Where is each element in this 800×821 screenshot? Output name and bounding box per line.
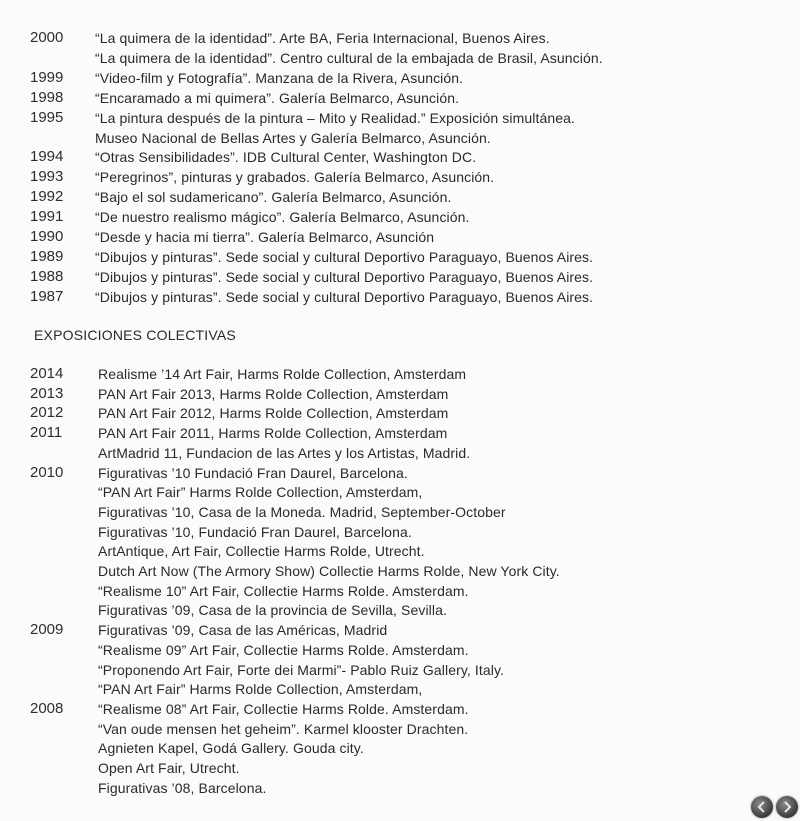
exhibition-year: 1994 [30,148,64,166]
exhibition-entry: “Dibujos y pinturas”. Sede social y cultural Deportivo Paraguayo, Buenos Aires. [95,268,594,285]
exhibition-entry: PAN Art Fair 2013, Harms Rolde Collection, Amsterdam [98,385,449,402]
exhibition-entry: Realisme ’14 Art Fair, Harms Rolde Collection, Amsterdam [98,366,467,382]
exhibition-entry: “Dibujos y pinturas”. Sede social y cultural Deportivo Paraguayo, Buenos Aires. [95,288,594,305]
exhibition-year: 2009 [30,621,64,639]
exhibition-year: 1992 [30,188,64,206]
exhibition-year: 2000 [30,29,64,46]
exhibition-entry: Figurativas ’10, Casa de la Moneda. Madrid, September-October [98,503,506,520]
exhibition-entry: “Encaramado a mi quimera”. Galería Belmarco, Asunción. [95,89,460,106]
exhibition-entry: PAN Art Fair 2011, Harms Rolde Collection, Amsterdam [98,425,448,442]
exhibition-year: 1988 [30,267,64,285]
prev-page-button[interactable] [751,796,773,818]
exhibition-entry: “Realisme 08” Art Fair, Collectie Harms Rolde. Amsterdam. [98,700,469,717]
exhibition-year: 2012 [30,404,64,422]
exhibition-entry: “Bajo el sol sudamericano”. Galería Belmarco, Asunción. [95,189,452,206]
exhibition-year: 2011 [30,424,63,442]
exhibition-entry: “PAN Art Fair” Harms Rolde Collection, Amsterdam, [98,484,423,501]
exhibition-entry: PAN Art Fair 2012, Harms Rolde Collection, Amsterdam [98,405,449,422]
exhibition-entry: Figurativas ’10 Fundació Fran Daurel, Barcelona. [98,464,408,481]
exhibition-year: 1989 [30,247,64,265]
exhibition-entry: “Peregrinos”, pinturas y grabados. Galería Belmarco, Asunción. [95,169,495,186]
exhibition-year: 2014 [30,365,64,382]
exhibition-entry: “De nuestro realismo mágico”. Galería Belmarco, Asunción. [95,209,470,226]
exhibition-year: 1993 [30,168,64,186]
exhibition-entry: “Dibujos y pinturas”. Sede social y cultural Deportivo Paraguayo, Buenos Aires. [95,248,594,265]
exhibition-entry: “La quimera de la identidad”. Arte BA, Feria Internacional, Buenos Aires. [95,30,550,46]
exhibition-year: 2010 [30,463,64,481]
exhibition-year: 1995 [30,108,64,126]
exhibition-entry: “La pintura después de la pintura – Mito y Realidad.” Exposición simultánea. [95,109,575,126]
exhibition-entry: Agnieten Kapel, Godá Gallery. Gouda city. [98,740,364,757]
exhibition-year: 1999 [30,68,64,86]
exhibition-entry: Figurativas ’09, Casa de la provincia de Sevilla, Sevilla. [98,602,447,619]
chevron-right-icon [776,796,798,818]
exhibition-entry: Dutch Art Now (The Armory Show) Collectie Harms Rolde, New York City. [98,563,560,579]
exhibition-entry: “Desde y hacia mi tierra”. Galería Belmarco, Asunción [95,229,435,245]
exhibition-entry: Figurativas ’10, Fundació Fran Daurel, Barcelona. [98,523,412,540]
exhibition-entry: ArtMadrid 11, Fundacion de las Artes y los Artistas, Madrid. [98,444,471,461]
exhibition-entry: Figurativas ’09, Casa de las Américas, Madrid [98,622,388,639]
exhibition-year: 2008 [30,699,64,717]
exhibition-entry: “Video-film y Fotografía”. Manzana de la Rivera, Asunción. [95,69,464,86]
exhibition-entry: “La quimera de la identidad”. Centro cultural de la embajada de Brasil, Asunción. [95,49,603,66]
exhibition-entry: Figurativas ’08, Barcelona. [98,779,267,796]
exhibition-entry: “Realisme 09” Art Fair, Collectie Harms Rolde. Amsterdam. [98,641,469,658]
exhibition-entry: ArtAntique, Art Fair, Collectie Harms Rolde, Utrecht. [98,543,425,560]
exhibition-entry: “Proponendo Art Fair, Forte dei Marmi”- Pablo Ruiz Gallery, Italy. [98,661,505,678]
exhibition-entry: “Otras Sensibilidades”. IDB Cultural Center, Washington DC. [95,149,477,166]
exhibition-entry: “Realisme 10” Art Fair, Collectie Harms Rolde. Amsterdam. [98,582,469,599]
exhibition-entry: “Van oude mensen het geheim”. Karmel klooster Drachten. [98,720,469,737]
next-page-button[interactable] [776,796,798,818]
chevron-left-icon [751,796,773,818]
exhibition-year: 1987 [30,287,64,305]
exhibition-entry: Open Art Fair, Utrecht. [98,760,240,776]
exhibition-year: 1991 [30,208,64,226]
exhibition-year: 1990 [30,228,64,245]
exhibition-year: 2013 [30,384,64,402]
collective-exhibitions-heading: EXPOSICIONES COLECTIVAS [34,327,236,343]
exhibition-entry: “PAN Art Fair” Harms Rolde Collection, Amsterdam, [98,681,423,698]
exhibition-year: 1998 [30,88,64,106]
exhibition-entry: Museo Nacional de Bellas Artes y Galería Belmarco, Asunción. [95,129,491,146]
